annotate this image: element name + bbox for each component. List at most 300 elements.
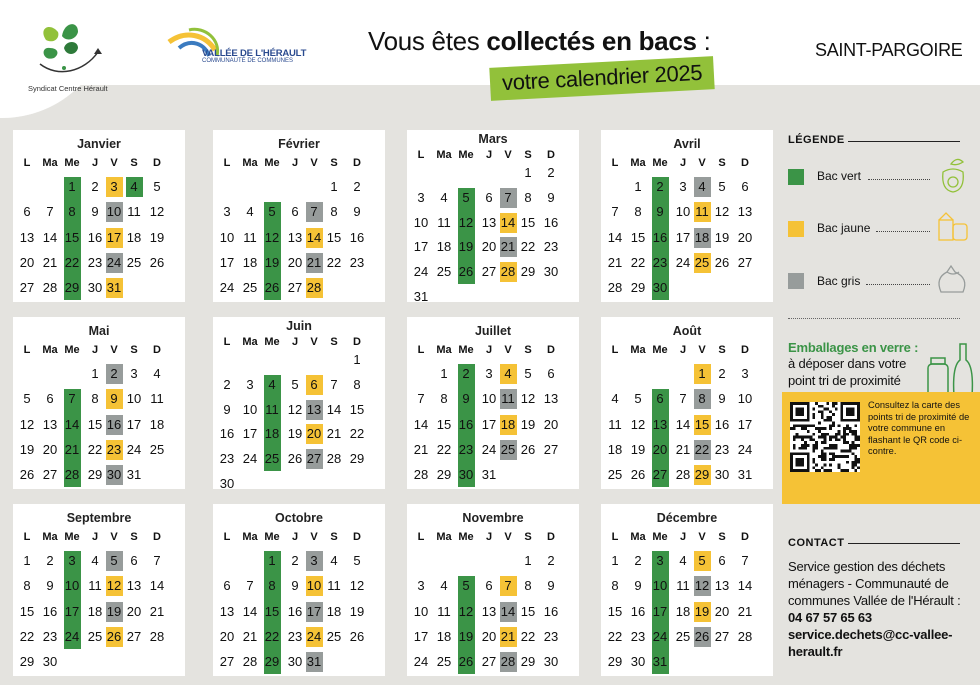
grey-bin-day: 21 xyxy=(306,253,323,273)
weekday-header: D xyxy=(741,531,749,543)
month-name: Juin xyxy=(286,319,312,333)
yellow-bin-day: 15 xyxy=(694,415,711,435)
month-name: Avril xyxy=(673,137,701,151)
day: 16 xyxy=(630,603,646,619)
day: 18 xyxy=(126,229,142,245)
grey-bin-day: 31 xyxy=(306,652,323,672)
weekday-header: V xyxy=(110,344,118,356)
day: 13 xyxy=(543,391,559,407)
day: 7 xyxy=(611,204,619,220)
day: 12 xyxy=(630,416,646,432)
compost-icon xyxy=(935,156,971,194)
day: 15 xyxy=(19,603,35,619)
day: 23 xyxy=(87,254,103,270)
day: 23 xyxy=(349,254,365,270)
weekday-header: D xyxy=(153,157,161,169)
weekday-header: Me xyxy=(458,531,474,543)
green-bin-day: 5 xyxy=(462,189,470,205)
month-1 xyxy=(13,130,185,302)
leaf-logo-icon xyxy=(28,18,108,78)
weekday-header: V xyxy=(310,336,318,348)
weekday-header: V xyxy=(310,531,318,543)
weekday-header: D xyxy=(741,157,749,169)
day: 18 xyxy=(149,416,165,432)
green-bin-day: 23 xyxy=(458,441,474,457)
day: 29 xyxy=(349,451,365,467)
contact-email[interactable]: service.dechets@cc-vallee- xyxy=(788,627,953,642)
day: 5 xyxy=(291,376,299,392)
day: 7 xyxy=(246,578,254,594)
day: 27 xyxy=(42,467,58,483)
day: 23 xyxy=(219,451,235,467)
day: 6 xyxy=(223,578,231,594)
green-bin-day: 21 xyxy=(64,441,80,457)
vallee-herault-name: VALLÉE DE L'HÉRAULT xyxy=(202,48,307,59)
yellow-bin-day: 5 xyxy=(694,551,711,571)
green-bin-day: 22 xyxy=(264,628,280,644)
day: 12 xyxy=(287,401,303,417)
yellow-bin-day: 26 xyxy=(106,627,123,647)
weekday-header: Me xyxy=(264,336,280,348)
weekday-header: J xyxy=(679,531,687,543)
green-bin-day: 31 xyxy=(652,654,668,670)
weekday-header: S xyxy=(718,157,726,169)
weekday-header: Me xyxy=(652,157,668,169)
yellow-bin-day: 28 xyxy=(306,278,323,298)
day: 6 xyxy=(291,204,299,220)
day: 17 xyxy=(413,628,429,644)
month-6 xyxy=(213,317,385,489)
green-bin-day: 16 xyxy=(458,416,474,432)
day: 6 xyxy=(23,204,31,220)
day: 12 xyxy=(149,204,165,220)
day: 20 xyxy=(737,229,753,245)
legend-dots xyxy=(868,179,930,180)
day: 9 xyxy=(718,391,726,407)
green-bin-day: 27 xyxy=(652,467,668,483)
weekday-header: Ma xyxy=(436,531,452,543)
green-bin-day: 1 xyxy=(268,553,276,568)
legend-grey-swatch xyxy=(788,273,804,289)
day: 31 xyxy=(126,467,142,483)
day: 30 xyxy=(87,280,103,296)
contact-line: Service gestion des déchets xyxy=(788,559,946,574)
weekday-header: J xyxy=(679,157,687,169)
green-bin-day: 7 xyxy=(68,391,76,407)
month-name: Décembre xyxy=(656,511,718,525)
day: 9 xyxy=(46,578,54,594)
day: 25 xyxy=(607,467,623,483)
day: 18 xyxy=(607,441,623,457)
day: 21 xyxy=(675,441,691,457)
day: 13 xyxy=(287,229,303,245)
weekday-header: L xyxy=(23,157,31,169)
day: 11 xyxy=(127,204,141,220)
day: 5 xyxy=(524,366,532,381)
day: 6 xyxy=(547,366,555,381)
day: 26 xyxy=(19,467,35,483)
day: 10 xyxy=(737,391,753,407)
weekday-header: D xyxy=(353,531,361,543)
day: 8 xyxy=(634,204,642,220)
weekday-header: S xyxy=(718,531,726,543)
day: 28 xyxy=(737,628,753,644)
weekday-header: Me xyxy=(652,344,668,356)
weekday-header: D xyxy=(547,344,555,356)
day: 20 xyxy=(714,603,730,619)
contact-line: ménagers - Communauté de xyxy=(788,576,949,591)
day: 21 xyxy=(607,254,623,270)
day: 27 xyxy=(714,628,730,644)
month-10 xyxy=(213,504,385,676)
weekday-header: Me xyxy=(64,344,80,356)
day: 25 xyxy=(87,628,103,644)
weekday-header: D xyxy=(353,157,361,169)
day: 8 xyxy=(330,204,338,220)
day: 23 xyxy=(42,628,58,644)
green-bin-day: 3 xyxy=(68,553,76,568)
grey-bin-day: 24 xyxy=(106,253,123,273)
day: 11 xyxy=(608,416,622,432)
day: 22 xyxy=(520,628,536,644)
day: 21 xyxy=(42,254,58,270)
grey-bin-day: 25 xyxy=(500,440,517,460)
legend-separator xyxy=(788,318,960,319)
weekday-header: V xyxy=(698,344,706,356)
weekday-header: V xyxy=(310,157,318,169)
day: 3 xyxy=(417,578,425,594)
day: 11 xyxy=(88,578,102,594)
month-name: Octobre xyxy=(275,511,323,525)
legend-green-label: Bac vert xyxy=(817,169,862,183)
day: 8 xyxy=(91,391,99,407)
green-bin-day: 25 xyxy=(264,451,280,467)
day: 17 xyxy=(219,254,235,270)
day: 20 xyxy=(42,441,58,457)
day: 31 xyxy=(481,467,497,483)
day: 8 xyxy=(440,391,448,407)
day: 4 xyxy=(440,578,448,594)
day: 7 xyxy=(741,553,749,568)
yellow-bin-day: 23 xyxy=(106,440,123,460)
day: 3 xyxy=(417,189,425,205)
yellow-bin-day: 12 xyxy=(106,576,123,596)
day: 3 xyxy=(679,179,687,194)
day: 20 xyxy=(19,254,35,270)
day: 14 xyxy=(42,229,58,245)
green-bin-day: 13 xyxy=(652,416,668,432)
weekday-header: V xyxy=(110,157,118,169)
month-2 xyxy=(213,130,385,302)
day: 14 xyxy=(675,416,691,432)
day: 2 xyxy=(291,553,299,568)
day: 27 xyxy=(287,280,303,296)
day: 19 xyxy=(349,603,365,619)
weekday-header: L xyxy=(611,531,619,543)
green-bin-day: 3 xyxy=(656,553,664,568)
green-bin-day: 12 xyxy=(264,229,280,245)
day: 30 xyxy=(543,654,559,670)
trash-bag-icon xyxy=(933,262,973,296)
day: 15 xyxy=(520,603,536,619)
weekday-header: Ma xyxy=(436,344,452,356)
day: 3 xyxy=(485,366,493,381)
weekday-header: D xyxy=(741,344,749,356)
green-bin-day: 17 xyxy=(652,603,668,619)
qr-code-icon[interactable] xyxy=(790,402,860,472)
day: 26 xyxy=(520,441,536,457)
weekday-header: Me xyxy=(264,531,280,543)
day: 15 xyxy=(349,401,365,417)
day: 26 xyxy=(349,628,365,644)
day: 11 xyxy=(243,229,257,245)
day: 12 xyxy=(349,578,365,594)
month-9 xyxy=(13,504,185,676)
weekday-header: L xyxy=(417,344,425,356)
day: 16 xyxy=(543,214,559,230)
day: 10 xyxy=(481,391,497,407)
green-bin-day: 29 xyxy=(64,280,80,296)
contact-line: communes Vallée de l'Hérault : xyxy=(788,593,961,608)
day: 2 xyxy=(353,179,361,194)
day: 20 xyxy=(481,628,497,644)
green-bin-day: 16 xyxy=(652,229,668,245)
day: 19 xyxy=(630,441,646,457)
grey-bin-day: 18 xyxy=(694,228,711,248)
weekday-header: J xyxy=(485,344,493,356)
weekday-header: S xyxy=(524,149,532,161)
weekday-header: S xyxy=(330,531,338,543)
day: 20 xyxy=(219,628,235,644)
month-11 xyxy=(407,504,579,676)
weekday-header: J xyxy=(91,531,99,543)
green-bin-day: 2 xyxy=(462,366,470,381)
grey-bin-day: 7 xyxy=(500,188,517,208)
yellow-bin-day: 18 xyxy=(500,415,517,435)
yellow-bin-day: 4 xyxy=(500,364,517,384)
day: 28 xyxy=(326,451,342,467)
green-bin-day: 26 xyxy=(458,264,474,280)
green-bin-day: 26 xyxy=(264,280,280,296)
green-bin-day: 5 xyxy=(268,204,276,220)
weekday-header: V xyxy=(504,531,512,543)
day: 2 xyxy=(547,165,555,180)
green-bin-day: 15 xyxy=(264,603,280,619)
page-title: Vous êtes collectés en bacs : xyxy=(368,26,711,56)
day: 6 xyxy=(741,179,749,194)
day: 28 xyxy=(607,280,623,296)
day: 14 xyxy=(737,578,753,594)
green-bin-day: 9 xyxy=(656,204,664,220)
month-name: Février xyxy=(278,137,320,151)
weekday-header: D xyxy=(153,344,161,356)
month-4 xyxy=(601,130,773,302)
day: 16 xyxy=(87,229,103,245)
weekday-header: D xyxy=(547,149,555,161)
green-bin-day: 17 xyxy=(64,603,80,619)
weekday-header: D xyxy=(153,531,161,543)
day: 4 xyxy=(330,553,338,568)
day: 31 xyxy=(737,467,753,483)
day: 30 xyxy=(714,467,730,483)
green-bin-day: 4 xyxy=(268,376,276,392)
month-name: Janvier xyxy=(77,137,121,151)
day: 4 xyxy=(153,366,161,381)
day: 26 xyxy=(630,467,646,483)
green-bin-day: 30 xyxy=(458,467,474,483)
weekday-header: L xyxy=(223,336,231,348)
grey-bin-day: 26 xyxy=(694,627,711,647)
day: 14 xyxy=(413,416,429,432)
glass-text-line: à déposer dans votre xyxy=(788,356,907,371)
day: 24 xyxy=(481,441,497,457)
weekday-header: L xyxy=(611,344,619,356)
day: 25 xyxy=(149,441,165,457)
commune-name: SAINT-PARGOIRE xyxy=(815,40,963,60)
day: 8 xyxy=(524,189,532,205)
day: 31 xyxy=(413,289,429,304)
green-bin-day: 10 xyxy=(64,578,80,594)
day: 17 xyxy=(126,416,142,432)
day: 29 xyxy=(520,654,536,670)
day: 11 xyxy=(437,603,451,619)
day: 29 xyxy=(630,280,646,296)
day: 2 xyxy=(547,553,555,568)
grey-bin-day: 19 xyxy=(106,602,123,622)
day: 30 xyxy=(287,654,303,670)
day: 7 xyxy=(153,553,161,568)
day: 28 xyxy=(675,467,691,483)
contact-phone[interactable]: 04 67 57 65 63 xyxy=(788,610,872,625)
yellow-bin-day: 11 xyxy=(694,202,711,222)
day: 16 xyxy=(42,603,58,619)
day: 15 xyxy=(436,416,452,432)
weekday-header: S xyxy=(330,157,338,169)
green-bin-day: 24 xyxy=(652,628,668,644)
day: 13 xyxy=(42,416,58,432)
grey-bin-day: 27 xyxy=(306,449,323,469)
day: 27 xyxy=(126,628,142,644)
weekday-header: L xyxy=(223,531,231,543)
yellow-bin-day: 14 xyxy=(306,228,323,248)
day: 26 xyxy=(149,254,165,270)
day: 10 xyxy=(413,603,429,619)
grey-bin-day: 22 xyxy=(694,440,711,460)
weekday-header: D xyxy=(547,531,555,543)
day: 18 xyxy=(87,603,103,619)
day: 23 xyxy=(714,441,730,457)
day: 12 xyxy=(714,204,730,220)
yellow-bin-day: 24 xyxy=(306,627,323,647)
day: 17 xyxy=(413,239,429,255)
day: 28 xyxy=(149,628,165,644)
day: 7 xyxy=(417,391,425,407)
legend-grey-label: Bac gris xyxy=(817,274,861,288)
day: 10 xyxy=(675,204,691,220)
day: 11 xyxy=(676,578,690,594)
grey-bin-day: 3 xyxy=(306,551,323,571)
yellow-bin-day: 28 xyxy=(500,262,517,282)
qr-panel xyxy=(782,392,980,504)
grey-bin-day: 21 xyxy=(500,237,517,257)
day: 19 xyxy=(149,229,165,245)
weekday-header: S xyxy=(130,531,138,543)
day: 16 xyxy=(219,426,235,442)
weekday-header: S xyxy=(330,336,338,348)
weekday-header: Ma xyxy=(242,531,258,543)
day: 24 xyxy=(675,254,691,270)
weekday-header: J xyxy=(291,531,299,543)
day: 24 xyxy=(219,280,235,296)
day: 5 xyxy=(23,391,31,407)
green-bin-day: 26 xyxy=(458,654,474,670)
green-bin-day: 8 xyxy=(268,578,276,594)
day: 24 xyxy=(413,654,429,670)
day: 17 xyxy=(481,416,497,432)
day: 14 xyxy=(326,401,342,417)
weekday-header: V xyxy=(698,531,706,543)
green-bin-day: 19 xyxy=(458,628,474,644)
day: 16 xyxy=(714,416,730,432)
day: 13 xyxy=(126,578,142,594)
contact-email-cont[interactable]: herault.fr xyxy=(788,644,843,659)
grey-bin-day: 2 xyxy=(106,364,123,384)
yellow-bin-day: 3 xyxy=(106,177,123,197)
green-bin-day: 11 xyxy=(265,401,279,417)
yellow-bin-day: 20 xyxy=(306,424,323,444)
day: 18 xyxy=(436,239,452,255)
green-bin-day: 19 xyxy=(458,239,474,255)
day: 11 xyxy=(437,214,451,230)
weekday-header: L xyxy=(611,157,619,169)
day: 19 xyxy=(520,416,536,432)
day: 13 xyxy=(219,603,235,619)
day: 15 xyxy=(87,416,103,432)
day: 21 xyxy=(326,426,342,442)
green-bin-day: 12 xyxy=(458,603,474,619)
day: 1 xyxy=(23,553,31,568)
day: 2 xyxy=(46,553,54,568)
day: 9 xyxy=(291,578,299,594)
day: 19 xyxy=(19,441,35,457)
weekday-header: Ma xyxy=(630,531,646,543)
day: 23 xyxy=(630,628,646,644)
grey-bin-day: 28 xyxy=(500,652,517,672)
day: 6 xyxy=(485,189,493,205)
day: 25 xyxy=(675,628,691,644)
grey-bin-day: 10 xyxy=(106,202,123,222)
grey-bin-day: 17 xyxy=(306,602,323,622)
grey-bin-day: 16 xyxy=(106,415,123,435)
weekday-header: S xyxy=(718,344,726,356)
month-12 xyxy=(601,504,773,676)
day: 7 xyxy=(330,376,338,392)
weekday-header: Me xyxy=(264,157,280,169)
day: 19 xyxy=(287,426,303,442)
day: 1 xyxy=(440,366,448,381)
day: 9 xyxy=(353,204,361,220)
day: 6 xyxy=(46,391,54,407)
day: 22 xyxy=(520,239,536,255)
day: 3 xyxy=(130,366,138,381)
weekday-header: V xyxy=(110,531,118,543)
day: 7 xyxy=(679,391,687,407)
day: 22 xyxy=(630,254,646,270)
month-name: Juillet xyxy=(474,324,512,338)
day: 18 xyxy=(675,603,691,619)
day: 17 xyxy=(737,416,753,432)
day: 30 xyxy=(42,654,58,670)
